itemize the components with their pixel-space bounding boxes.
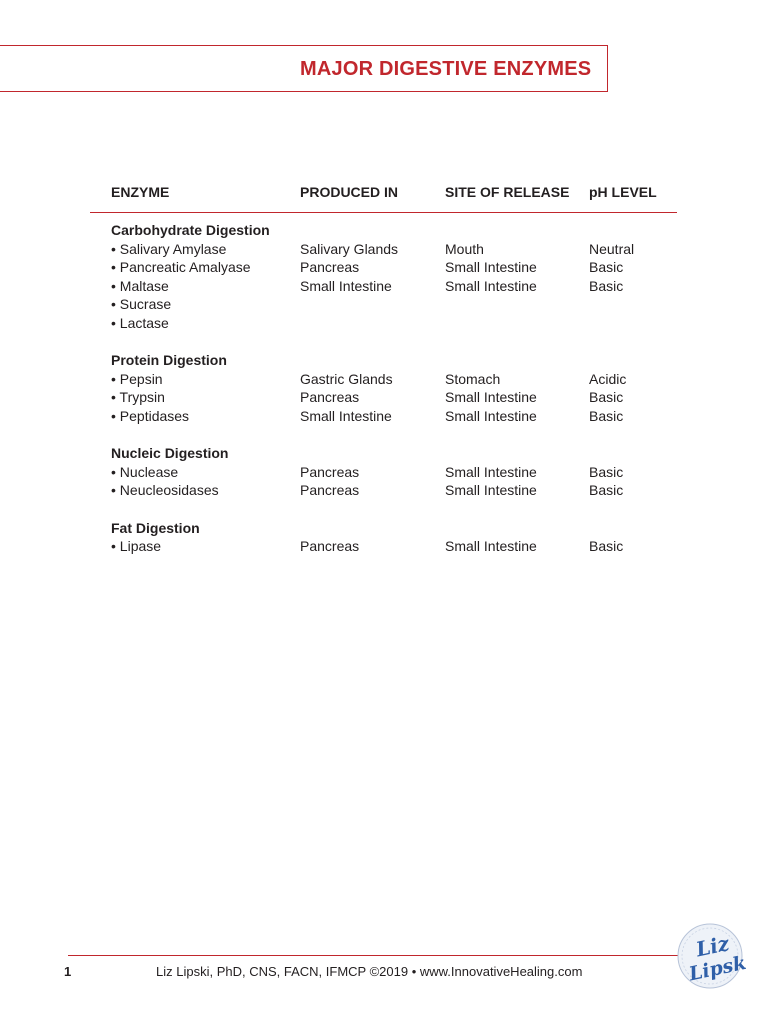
site-of-release-cell xyxy=(445,295,537,314)
group-title-spacer xyxy=(445,444,537,463)
group-0-produced-in xyxy=(300,221,398,333)
produced-in-cell xyxy=(300,314,398,333)
enzyme-cell: • Salivary Amylase xyxy=(111,240,227,257)
site-of-release-cell: Small Intestine xyxy=(445,463,537,480)
group-2-ph-level xyxy=(589,444,634,500)
group-2-produced-in xyxy=(300,444,398,500)
group-title-spacer xyxy=(589,444,634,463)
header-enzyme: ENZYME xyxy=(111,184,170,200)
group-3-enzyme xyxy=(111,519,270,556)
produced-in-cell: Salivary Glands xyxy=(300,240,399,257)
group-3-site-of-release xyxy=(445,519,537,556)
enzyme-cell: • Neucleosidases xyxy=(111,482,219,499)
group-title-spacer xyxy=(445,351,537,370)
group-1-produced-in xyxy=(300,351,398,425)
site-column xyxy=(445,221,537,574)
header-ph-level: pH LEVEL xyxy=(589,184,657,200)
group-1-ph-level xyxy=(589,351,634,425)
produced-in-column xyxy=(300,221,398,574)
ph-level-cell: Basic xyxy=(589,538,624,555)
ph-level-cell: Basic xyxy=(589,389,624,406)
group-title-spacer xyxy=(300,221,398,240)
group-2-enzyme xyxy=(111,444,270,500)
footer-text: Liz Lipski, PhD, CNS, FACN, IFMCP ©2019 • www.InnovativeHealing.com xyxy=(156,964,583,979)
svg-text:Liz: Liz xyxy=(693,931,732,962)
group-title-spacer xyxy=(445,519,537,538)
ph-level-cell xyxy=(589,295,634,314)
enzyme-cell: • Peptidases xyxy=(111,407,190,424)
enzyme-cell: • Nuclease xyxy=(111,463,179,480)
group-title-spacer xyxy=(589,351,634,370)
enzyme-cell: • Lactase xyxy=(111,314,169,331)
group-title: Carbohydrate Digestion xyxy=(111,222,270,238)
site-of-release-cell xyxy=(445,314,537,333)
site-of-release-cell: Small Intestine xyxy=(445,389,537,406)
footer-divider xyxy=(68,955,678,956)
produced-in-cell xyxy=(300,295,398,314)
enzyme-cell: • Pancreatic Amalyase xyxy=(111,259,251,276)
group-1-site-of-release xyxy=(445,351,537,425)
site-of-release-cell: Stomach xyxy=(445,370,501,387)
ph-level-cell: Basic xyxy=(589,277,624,294)
site-of-release-cell: Small Intestine xyxy=(445,259,537,276)
group-title: Nucleic Digestion xyxy=(111,445,229,462)
ph-level-cell: Basic xyxy=(589,407,624,424)
group-title-spacer xyxy=(300,519,398,538)
group-3-produced-in xyxy=(300,519,398,556)
ph-column xyxy=(589,221,634,574)
produced-in-cell: Small Intestine xyxy=(300,407,392,424)
header-divider xyxy=(90,212,677,213)
site-of-release-cell: Small Intestine xyxy=(445,277,537,294)
produced-in-cell: Small Intestine xyxy=(300,277,392,294)
group-2-site-of-release xyxy=(445,444,537,500)
site-of-release-cell: Small Intestine xyxy=(445,538,537,555)
ph-level-cell: Basic xyxy=(589,482,624,499)
produced-in-cell: Pancreas xyxy=(300,538,360,555)
produced-in-cell: Pancreas xyxy=(300,389,360,406)
ph-level-cell: Basic xyxy=(589,259,624,276)
ph-level-cell: Neutral xyxy=(589,240,635,257)
ph-level-cell: Acidic xyxy=(589,370,627,387)
site-of-release-cell: Small Intestine xyxy=(445,407,537,424)
group-3-ph-level xyxy=(589,519,634,556)
page-title: MAJOR DIGESTIVE ENZYMES xyxy=(300,58,592,80)
group-title: Protein Digestion xyxy=(111,352,227,369)
page-number: 1 xyxy=(64,964,72,979)
svg-text:Lipski: Lipski xyxy=(687,950,746,986)
header-produced-in: PRODUCED IN xyxy=(300,184,399,200)
group-0-enzyme xyxy=(111,221,270,333)
group-title-spacer xyxy=(300,444,398,463)
produced-in-cell: Pancreas xyxy=(300,482,360,499)
group-title: Fat Digestion xyxy=(111,519,200,536)
produced-in-cell: Gastric Glands xyxy=(300,370,393,387)
enzyme-cell: • Sucrase xyxy=(111,296,172,313)
enzyme-cell: • Pepsin xyxy=(111,370,163,387)
group-0-site-of-release xyxy=(445,221,537,333)
enzyme-cell: • Maltase xyxy=(111,277,169,294)
enzyme-cell: • Trypsin xyxy=(111,389,165,406)
group-0-ph-level xyxy=(589,221,634,333)
site-of-release-cell: Small Intestine xyxy=(445,482,537,499)
group-title-spacer xyxy=(589,221,634,240)
header-site-of-release: SITE OF RELEASE xyxy=(445,184,570,200)
group-title-spacer xyxy=(300,351,398,370)
enzyme-cell: • Lipase xyxy=(111,538,162,555)
produced-in-cell: Pancreas xyxy=(300,463,360,480)
liz-lipski-logo xyxy=(674,920,746,992)
produced-in-cell: Pancreas xyxy=(300,259,360,276)
group-title-spacer xyxy=(589,519,634,538)
group-title-spacer xyxy=(445,221,537,240)
enzyme-column xyxy=(111,221,270,574)
ph-level-cell: Basic xyxy=(589,463,624,480)
ph-level-cell xyxy=(589,314,634,333)
site-of-release-cell: Mouth xyxy=(445,240,484,257)
group-1-enzyme xyxy=(111,351,270,425)
